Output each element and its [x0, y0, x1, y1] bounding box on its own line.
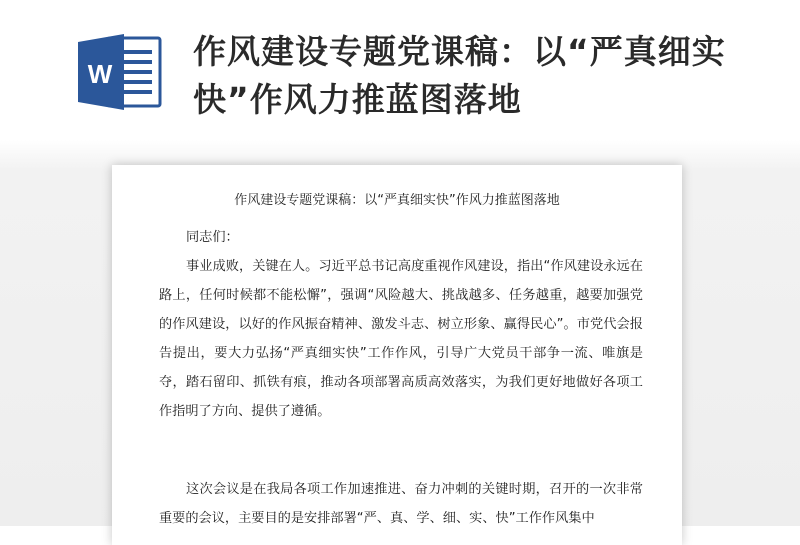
document-heading: 作风建设专题党课稿：以“严真细实快”作风力推蓝图落地: [193, 32, 726, 119]
header-banner: [0, 0, 800, 150]
greeting: 同志们：: [186, 230, 239, 245]
paragraph-1: 事业成败，关键在人。习近平总书记高度重视作风建设，指出“作风建设永远在路上，任何时候都不能松懈”，强调“风险越大、挑战越多、任务越重，越要加强党的作风建设，以好的作风振奋精神、激发斗志、树立形象、赢得民心”。市党代会报告提出，要大力弘扬“严真细实快”工作作风，引导广大党员干部争一流、唯旗是夺，踏石留印、抓铁有痕，推动各项部署高质高效落实，为我们更好地做好各项工作指明了方向、提供了遵循。: [159, 259, 643, 419]
word-icon-letter: W: [87, 59, 113, 89]
word-icon: [78, 32, 164, 112]
document-page: [112, 165, 682, 545]
paragraph-2: 这次会议是在我局各项工作加速推进、奋力冲刺的关键时期，召开的一次非常重要的会议，主要目的是安排部署“严、真、学、细、实、快”工作作风集中: [159, 482, 643, 526]
page-title: 作风建设专题党课稿：以“严真细实快”作风力推蓝图落地: [234, 193, 560, 208]
